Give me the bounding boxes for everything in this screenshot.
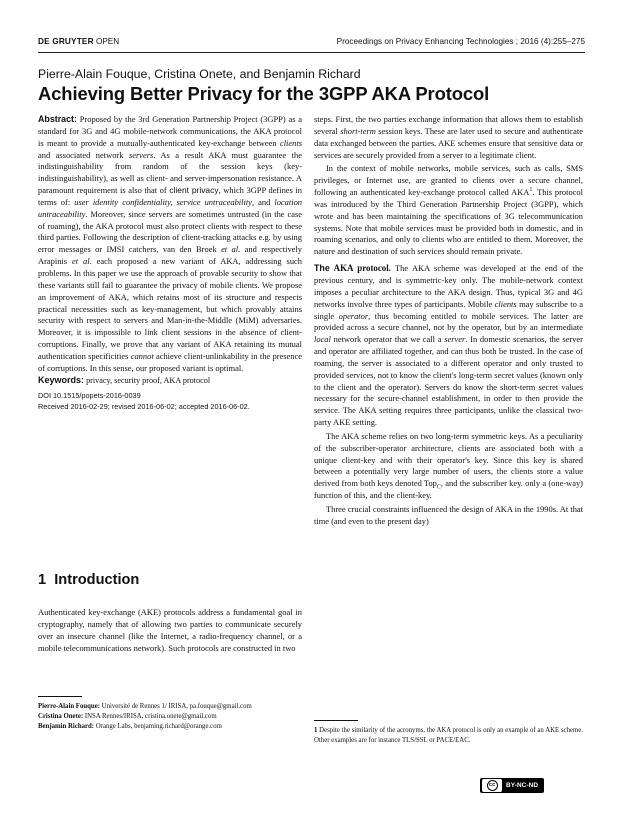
- affiliation-text: Orange Labs, benjaming.richard@orange.com: [94, 723, 222, 731]
- footnote-rule: [38, 696, 82, 697]
- paragraph: [314, 263, 583, 429]
- footnote: [314, 726, 583, 746]
- abstract-text: achieve client-unlinkability in the presence of corruptions. In this sense, our proposed variant is optimal.: [38, 350, 302, 373]
- section-heading: [38, 572, 139, 588]
- affiliation-name: Pierre-Alain Fouque:: [38, 703, 100, 710]
- section-number: 1: [38, 572, 47, 588]
- abstract-emph: et al.: [71, 256, 92, 267]
- abstract-text: and respectively Arapinis: [38, 244, 302, 267]
- right-column: [314, 114, 583, 528]
- abstract-term: client privacy: [169, 185, 219, 196]
- abstract-text: and associated network: [38, 149, 129, 160]
- body-text: . In domestic scenarios, the server and operator are affiliated together, and can thus both be trusted. In the case of roaming, the server is associated to a different operator and only trusted to provided services, not to know the client's long-term secret values (known only to the client and the operator). Servers do know the short-term secret values necessary for the secure-channel establishment, in order to then provide the service. The AKA setting requires three participants, unlike the classical two-party AKE setting.: [314, 334, 583, 428]
- abstract-label: Abstract:: [38, 114, 77, 124]
- footnote-number: 1: [314, 727, 318, 734]
- body-text: , thus becoming entitled to mobile services. The latter are provided across a secure channel, not by the operator, but by an intermediate: [314, 310, 583, 333]
- abstract: [38, 114, 302, 375]
- section-title: Introduction: [54, 572, 140, 588]
- affiliation-text: INSA Rennes/IRISA, cristina.onete@gmail.com: [83, 713, 217, 721]
- body-text: , and the subscriber key. only a (one-way) function of this, and the client-key.: [314, 478, 583, 501]
- journal-citation: Proceedings on Privacy Enhancing Technologies ; 2016 (4):255–275: [336, 37, 585, 46]
- author-list: Pierre-Alain Fouque, Cristina Onete, and Benjamin Richard: [38, 67, 361, 81]
- paper-title: Achieving Better Privacy for the 3GPP AKA Protocol: [38, 83, 490, 104]
- body-text: steps. First, the two parties exchange information that allows them to establish several: [314, 114, 583, 136]
- affiliations: [38, 702, 302, 733]
- license-text: BY-NC-ND: [506, 782, 539, 789]
- body-emph: local: [314, 334, 331, 345]
- cc-logo-text: cc: [487, 780, 498, 791]
- publisher-name: [38, 37, 119, 46]
- body-emph: operator: [338, 310, 369, 321]
- abstract-text: . As a result AKA must guarantee the indistinguishability from random of the session keys (key-indistinguishability), as well as client- and server-impersonation resistance. A paramount requirement is also that of: [38, 149, 302, 196]
- affiliation: [38, 722, 302, 732]
- footnote-text: Despite the similarity of the acronyms, the AKA protocol is only an example of an AKE scheme. Other examples are for instance TLS/SSL or PACE/EAC.: [314, 727, 583, 745]
- header-rule: [38, 52, 585, 53]
- paragraph: [314, 163, 583, 258]
- footnote-rule: [314, 720, 358, 721]
- body-text: In the context of mobile networks, mobile services, such as calls, SMS privileges, or Internet use, are granted to clients over a secure channel, following an authenticated key-exchange protocol called AKA: [314, 163, 583, 198]
- abstract-emph: clients: [279, 137, 302, 148]
- subscript: C: [436, 485, 441, 491]
- publisher-bold: DE GRUYTER: [38, 37, 94, 46]
- abstract-emph: cannot: [130, 350, 154, 361]
- affiliation-text: Université de Rennes 1/ IRISA, pa.fouque@gmail.com: [99, 703, 252, 710]
- body-text: session keys. These are later used to secure and authenticate data exchanged between the parties. AKE schemes ensure that sensitive data or services are securely provided from a server to a legitimate client.: [314, 125, 583, 160]
- paragraph: Three crucial constraints influenced the design of AKA in the 1990s. At that time (and even to the present day): [314, 504, 583, 526]
- body-emph: clients: [494, 298, 517, 309]
- body-emph: short-term: [340, 125, 376, 136]
- keywords: [38, 375, 302, 387]
- abstract-emph: user identity confidentiality, service untraceability: [74, 196, 252, 207]
- body-text: . This protocol was introduced by the Third Generation Partnership Project (3GPP), which wrote and has been maintaining the specifications of 3G telecommunication systems. Note that mobile services must be provided both in domestic, and in roaming scenarios, and only to clients who are entitled to them. Moreover, the nature and destination of such services should remain private.: [314, 187, 583, 257]
- abstract-text: , and: [251, 196, 275, 207]
- body-text: The AKA scheme was developed at the end of the previous century, and is symmetric-key only. The mobile-network context imposes a peculiar architecture to the AKA design. Thus, typical 3G and 4G networks involve three types of participants. Mobile: [314, 263, 583, 309]
- affiliation-name: Benjamin Richard:: [38, 723, 95, 731]
- running-header: [38, 37, 585, 51]
- abstract-text: , which 3GPP defines in terms of:: [38, 185, 302, 207]
- body-text: network operator that we call a: [330, 334, 445, 345]
- paragraph-label: The: [314, 263, 330, 274]
- affiliation: [38, 702, 302, 712]
- publisher-light: OPEN: [95, 37, 120, 46]
- abstract-text: Proposed by the 3rd Generation Partnership Project (3GPP) as a standard for 3G and 4G mobile-network communications, the AKA protocol is meant to provide a mutually-authenticated key-exchange between: [38, 114, 302, 148]
- affiliation-name: Cristina Onete:: [38, 713, 84, 721]
- abstract-emph: et al.: [221, 244, 241, 255]
- paragraph-label: AKA protocol.: [329, 263, 391, 274]
- left-column: [38, 114, 302, 412]
- license-badge[interactable]: [480, 778, 544, 793]
- abstract-emph: servers: [128, 149, 154, 160]
- footnote-marker[interactable]: 1: [529, 187, 533, 194]
- keywords-label: Keywords:: [38, 374, 85, 385]
- abstract-text: . Moreover, since servers are sometimes untrusted (in the case of roaming), the AKA protocol must also protect clients with respect to these third parties. Following the description of client-tracking attacks e.g. by using error messages or IMSI catchers, van den Broek: [38, 208, 302, 255]
- intro-paragraph: Authenticated key-exchange (AKE) protocols address a fundamental goal in cryptography, namely that of allowing two parties to communicate securely over an insecure channel (like the Internet, a radio-frequency channel, or a mobile telecommunications network). Such protocols are constructed in two: [38, 607, 302, 653]
- received-dates: Received 2016-02-29; revised 2016-06-02; accepted 2016-06-02.: [38, 402, 250, 412]
- body-text: may subscribe to a single: [314, 298, 583, 321]
- keywords-text: privacy, security proof, AKA protocol: [84, 375, 211, 385]
- paragraph: [314, 431, 583, 502]
- abstract-emph: location untraceability: [38, 196, 303, 219]
- cc-icon: [482, 779, 502, 792]
- paragraph: [314, 114, 583, 161]
- body-emph: server: [444, 334, 466, 345]
- abstract-text: each proposed a new variant of AKA, addressing such problems. In this paper we use the approach of provable security to show that these variants still fail to guarantee the privacy of mobile clients. We propose an improvement of AKA, which retains most of its structure and respects practical necessities such as key-management, but which provably attains security with respect to servers and Man-in-the-Middle (MiM) adversaries. Moreover, it is impossible to link client sessions in the absence of client-corruptions. Finally, we prove that any variant of AKA retaining its mutual authentication specificities: [38, 256, 303, 361]
- body-text: The AKA scheme relies on two long-term symmetric keys. As a peculiarity of the subscriber-operator architecture, clients are associated both with a unique client-key and with their operator's key. Since this key is shared between a potentially very large number of users, the clients store a value derived from both keys denoted Top: [314, 430, 583, 489]
- doi[interactable]: DOI 10.1515/popets-2016-0039: [38, 391, 141, 401]
- affiliation: [38, 712, 302, 722]
